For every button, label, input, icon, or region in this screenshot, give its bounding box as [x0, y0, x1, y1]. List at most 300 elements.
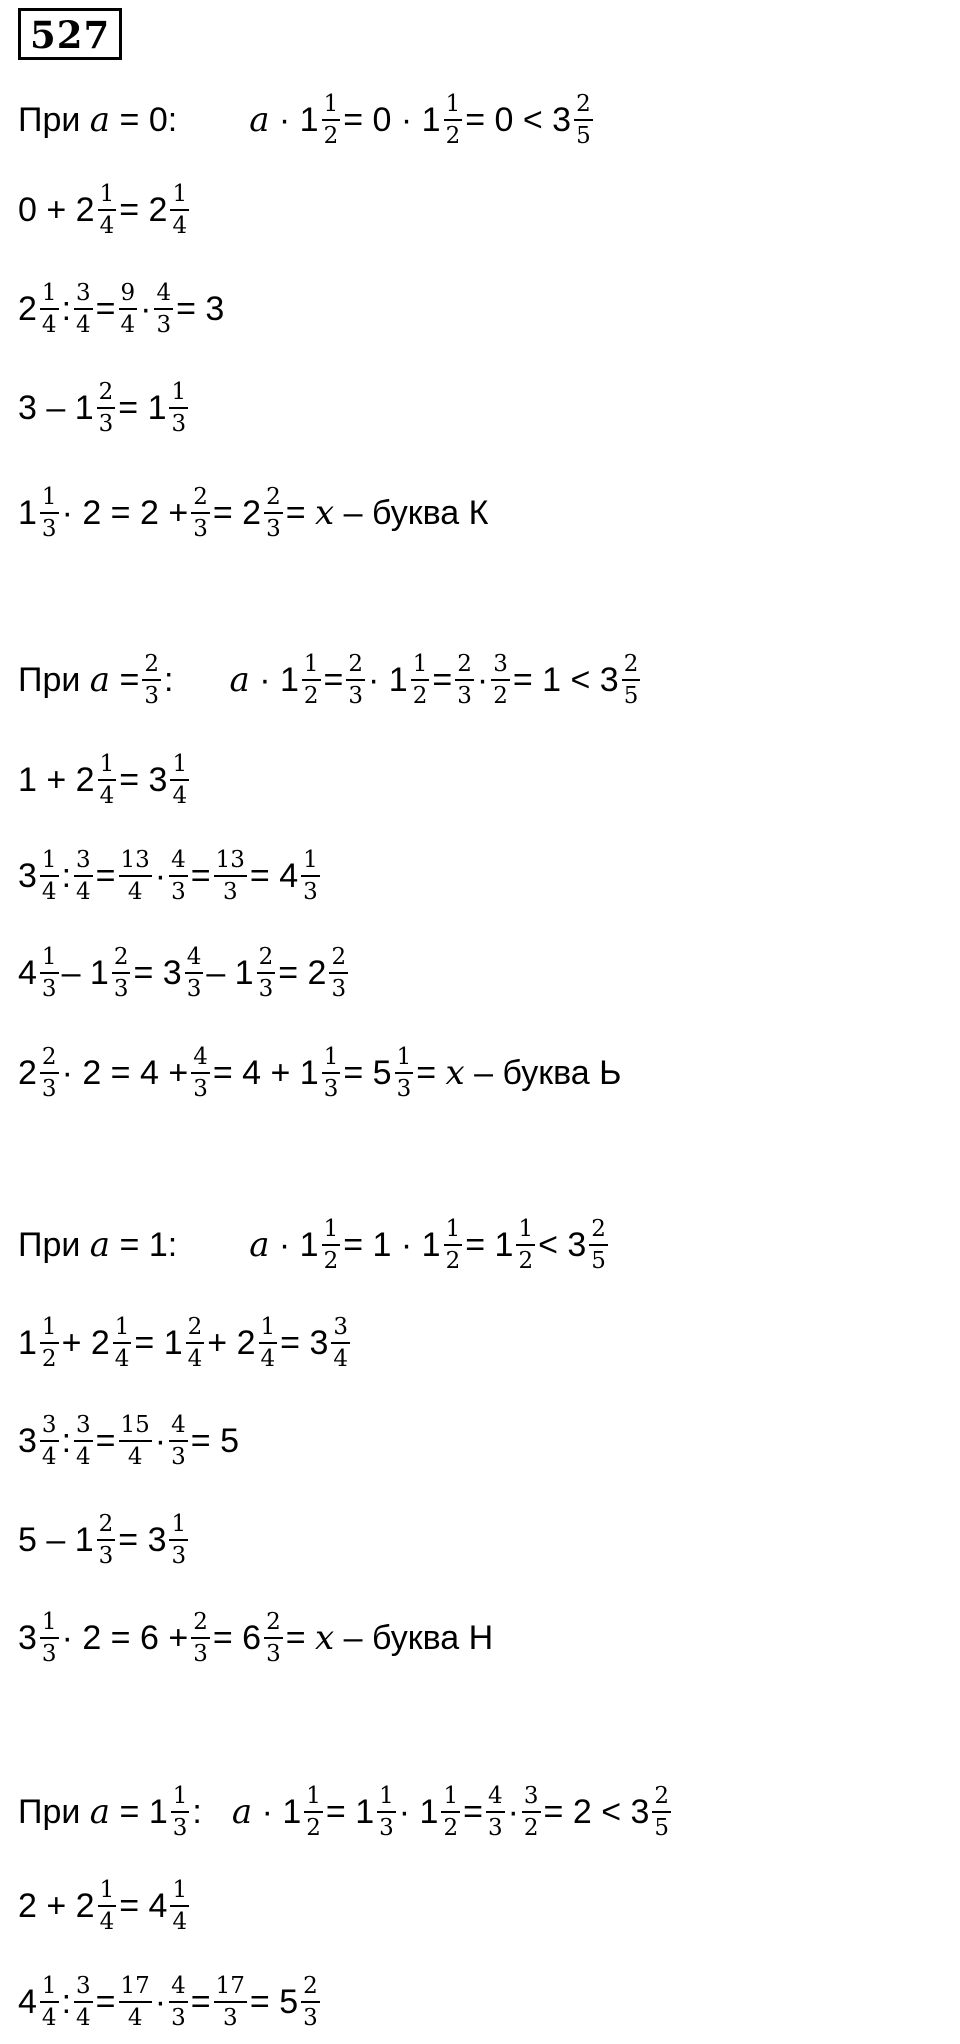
fraction-denominator: 3 [396, 1075, 412, 1102]
fraction-denominator: 3 [323, 1075, 339, 1102]
fraction [169, 846, 188, 905]
fraction [170, 750, 189, 809]
text-token: 0 + 2 [18, 190, 95, 229]
fraction-numerator: 1 [41, 943, 57, 970]
text-token: – буква К [334, 493, 489, 532]
fraction-numerator: 3 [41, 1411, 57, 1438]
fraction-numerator: 1 [379, 1782, 394, 1809]
fraction-numerator: 1 [41, 846, 57, 873]
equation-line [18, 1962, 323, 2042]
text-token: = [285, 493, 316, 532]
variable-symbol: a [249, 100, 270, 140]
text-token: – 1 [61, 953, 109, 992]
fraction-denominator: 3 [98, 1542, 114, 1569]
fraction-denominator: 3 [258, 975, 274, 1002]
text-token: · 2 = 2 + [61, 493, 189, 532]
variable-symbol: x [315, 493, 335, 533]
equation-line [18, 80, 596, 160]
text-token: = [463, 1792, 483, 1831]
equation-line [18, 1205, 611, 1285]
fraction-numerator: 1 [41, 1608, 57, 1635]
text-token: = 4 [119, 1886, 168, 1925]
fraction-denominator: 3 [222, 878, 238, 905]
fraction-denominator: 4 [260, 1345, 276, 1372]
text-token: = 3 [133, 953, 182, 992]
variable-symbol: a [249, 1225, 270, 1265]
fraction-denominator: 5 [591, 1247, 606, 1274]
text-token: · 1 [252, 1792, 302, 1831]
text-token: = [95, 1421, 116, 1460]
fraction [441, 1782, 460, 1841]
fraction [589, 1215, 608, 1274]
fraction-denominator: 2 [323, 122, 339, 149]
fraction-numerator: 1 [445, 1215, 461, 1242]
fraction-numerator: 2 [576, 90, 591, 117]
fraction-denominator: 4 [172, 782, 188, 809]
text-token: : [192, 1792, 202, 1831]
fraction-numerator: 3 [523, 1782, 539, 1809]
text-token: = 1 < 3 [512, 660, 619, 699]
fraction [170, 180, 189, 239]
text-token: : [61, 1982, 72, 2021]
fraction-numerator: 4 [171, 1972, 186, 1999]
fraction-numerator: 3 [493, 650, 508, 677]
text-token: : [164, 660, 174, 699]
fraction-numerator: 1 [171, 1510, 187, 1537]
text-token: – буква Ь [464, 1053, 622, 1092]
fraction-numerator: 1 [323, 90, 339, 117]
fraction-numerator: 1 [99, 1876, 115, 1903]
fraction-denominator: 4 [127, 878, 143, 905]
text-token: = 2 < 3 [543, 1792, 650, 1831]
fraction-numerator: 2 [654, 1782, 670, 1809]
fraction [264, 1608, 283, 1667]
fraction-numerator: 2 [193, 483, 208, 510]
fraction [214, 846, 247, 905]
text-token: · 1 [249, 660, 299, 699]
fraction [322, 1043, 341, 1102]
fraction-numerator: 4 [186, 943, 202, 970]
fraction-denominator: 4 [127, 1443, 143, 1470]
fraction [169, 378, 188, 437]
text-token: 3 [18, 1618, 37, 1657]
fraction-numerator: 4 [171, 846, 186, 873]
text-token: · 1 [398, 1792, 439, 1831]
fraction-denominator: 3 [457, 682, 472, 709]
fraction [322, 90, 341, 149]
fraction [444, 90, 463, 149]
fraction-numerator: 4 [156, 279, 172, 306]
fraction [377, 1782, 396, 1841]
fraction [40, 846, 59, 905]
fraction-numerator: 2 [623, 650, 639, 677]
text-token: = 1 [110, 1792, 168, 1831]
fraction [304, 1782, 323, 1841]
fraction [301, 846, 320, 905]
fraction-denominator: 4 [41, 311, 57, 338]
fraction-numerator: 1 [172, 1876, 188, 1903]
fraction [346, 650, 365, 709]
fraction-numerator: 2 [331, 943, 347, 970]
fraction [329, 943, 348, 1002]
text-token: = 3 [118, 1520, 167, 1559]
text-token: · 1 [269, 1225, 319, 1264]
equation-line [18, 1500, 191, 1580]
fraction [444, 1215, 463, 1274]
fraction [170, 1876, 189, 1935]
fraction-numerator: 2 [193, 1608, 208, 1635]
fraction-denominator: 3 [41, 515, 57, 542]
fraction-numerator: 1 [412, 650, 428, 677]
text-token: · [154, 856, 167, 895]
fraction-numerator: 1 [41, 1313, 57, 1340]
fraction [191, 1043, 210, 1102]
fraction-denominator: 4 [41, 878, 57, 905]
text-token: = 2 [212, 493, 262, 532]
variable-symbol: x [315, 1618, 335, 1658]
fraction [395, 1043, 414, 1102]
fraction-denominator: 5 [576, 122, 591, 149]
fraction-numerator: 1 [41, 1972, 57, 1999]
fraction-numerator: 2 [98, 1510, 114, 1537]
equation-line [18, 473, 488, 553]
fraction [301, 1972, 320, 2031]
fraction [74, 1411, 93, 1470]
fraction-numerator: 1 [445, 90, 461, 117]
fraction [119, 846, 152, 905]
fraction-denominator: 3 [303, 2004, 318, 2031]
fraction-denominator: 3 [379, 1814, 394, 1841]
fraction [40, 1972, 59, 2031]
text-token: = 0: [110, 100, 178, 139]
fraction-denominator: 3 [193, 515, 208, 542]
equation-line [18, 1598, 493, 1678]
fraction-denominator: 3 [41, 975, 57, 1002]
text-token: · [154, 1982, 167, 2021]
fraction-numerator: 1 [41, 483, 57, 510]
text-token: 3 [18, 1421, 37, 1460]
text-token: + 2 [207, 1323, 256, 1362]
fraction-numerator: 1 [171, 378, 187, 405]
problem-number-box: 527 [18, 8, 122, 60]
fraction [119, 1411, 152, 1470]
fraction [186, 1313, 205, 1372]
fraction-denominator: 3 [266, 1640, 281, 1667]
fraction-denominator: 3 [98, 410, 114, 437]
fraction [119, 1972, 152, 2031]
fraction [40, 1411, 59, 1470]
equation-line [18, 1303, 353, 1383]
fraction [97, 1510, 116, 1569]
equation-line [18, 740, 192, 820]
fraction-denominator: 2 [303, 682, 319, 709]
text-token: · [140, 289, 152, 328]
fraction-numerator: 3 [333, 1313, 348, 1340]
variable-symbol: a [231, 1792, 253, 1832]
fraction-numerator: 2 [457, 650, 472, 677]
equation-line [18, 640, 643, 720]
fraction [142, 650, 161, 709]
text-token: 5 – 1 [18, 1520, 94, 1559]
text-token: = [110, 660, 140, 699]
fraction-denominator: 3 [156, 311, 172, 338]
fraction-numerator: 1 [172, 1782, 188, 1809]
text-token: 2 [18, 1053, 37, 1092]
fraction-numerator: 4 [171, 1411, 186, 1438]
text-token: = 0 · 1 [343, 100, 441, 139]
variable-symbol: x [445, 1053, 465, 1093]
fraction [491, 650, 510, 709]
fraction [622, 650, 641, 709]
text-token: 3 – 1 [18, 388, 94, 427]
fraction-denominator: 4 [187, 1345, 203, 1372]
fraction-denominator: 3 [144, 682, 160, 709]
text-token: 3 [18, 856, 37, 895]
fraction-numerator: 1 [443, 1782, 459, 1809]
fraction-denominator: 3 [171, 1542, 187, 1569]
fraction [191, 1608, 210, 1667]
equation-line [18, 269, 224, 349]
fraction-denominator: 3 [487, 1814, 503, 1841]
text-token: = [190, 856, 211, 895]
variable-symbol: a [89, 100, 111, 140]
fraction-numerator: 1 [99, 750, 115, 777]
fraction [98, 1876, 117, 1935]
fraction-numerator: 3 [76, 1411, 91, 1438]
fraction-denominator: 3 [186, 975, 202, 1002]
text-token: = 0 < 3 [465, 100, 572, 139]
fraction-denominator: 2 [412, 682, 428, 709]
fraction [185, 943, 204, 1002]
equation-line [18, 1401, 239, 1481]
fraction-denominator: 4 [41, 2004, 57, 2031]
fraction-denominator: 4 [99, 782, 115, 809]
fraction-numerator: 2 [303, 1972, 318, 1999]
fraction [40, 1313, 59, 1372]
fraction [98, 750, 117, 809]
text-token: = 3 [176, 289, 225, 328]
text-token: = [285, 1618, 316, 1657]
text-token: < 3 [538, 1225, 587, 1264]
fraction [257, 943, 276, 1002]
variable-symbol: a [229, 660, 250, 700]
fraction-denominator: 4 [172, 212, 188, 239]
text-token: = [95, 289, 116, 328]
fraction [112, 943, 131, 1002]
text-token: = 4 [249, 856, 299, 895]
text-token: : [61, 856, 72, 895]
fraction [574, 90, 593, 149]
fraction-numerator: 17 [120, 1972, 150, 1999]
fraction [40, 483, 59, 542]
fraction-numerator: 2 [41, 1043, 57, 1070]
fraction-numerator: 2 [348, 650, 364, 677]
fraction-numerator: 13 [215, 846, 245, 873]
fraction [40, 279, 59, 338]
fraction-numerator: 1 [396, 1043, 412, 1070]
fraction-denominator: 3 [113, 975, 129, 1002]
fraction [74, 279, 93, 338]
fraction-numerator: 1 [114, 1313, 130, 1340]
fraction-denominator: 5 [623, 682, 639, 709]
fraction-numerator: 1 [306, 1782, 321, 1809]
fraction-denominator: 2 [443, 1814, 459, 1841]
fraction-denominator: 4 [99, 212, 115, 239]
equation-line [18, 368, 191, 448]
fraction [322, 1215, 341, 1274]
text-token: · 1 [368, 660, 408, 699]
text-token: При [18, 100, 90, 139]
text-token: : [61, 1421, 72, 1460]
fraction-numerator: 1 [323, 1215, 339, 1242]
fraction [259, 1313, 278, 1372]
fraction-denominator: 4 [76, 1443, 91, 1470]
equation-line [18, 1866, 192, 1946]
text-token: : [61, 289, 72, 328]
fraction [331, 1313, 350, 1372]
fraction-denominator: 3 [172, 1814, 188, 1841]
fraction [264, 483, 283, 542]
text-token: = [95, 856, 116, 895]
fraction [171, 1782, 190, 1841]
fraction-numerator: 1 [303, 650, 319, 677]
text-token: = 1 [134, 1323, 183, 1362]
text-token: = 3 [119, 760, 168, 799]
text-token: = 1 [118, 388, 167, 427]
fraction-numerator: 4 [193, 1043, 208, 1070]
fraction [191, 483, 210, 542]
text-token: · 2 = 6 + [61, 1618, 189, 1657]
text-token: 1 + 2 [18, 760, 95, 799]
fraction [119, 279, 138, 338]
fraction [98, 180, 117, 239]
text-token: = 1 · 1 [343, 1225, 441, 1264]
fraction-denominator: 4 [76, 2004, 91, 2031]
text-token: 1 [18, 1323, 37, 1362]
fraction-numerator: 2 [187, 1313, 203, 1340]
text-token: + 2 [61, 1323, 110, 1362]
fraction-denominator: 2 [493, 682, 508, 709]
variable-symbol: a [89, 1225, 111, 1265]
text-token: · [154, 1421, 167, 1460]
fraction [113, 1313, 132, 1372]
fraction [74, 846, 93, 905]
text-token: 2 [18, 289, 37, 328]
fraction-denominator: 4 [76, 878, 91, 905]
fraction [516, 1215, 535, 1274]
fraction-numerator: 2 [266, 483, 281, 510]
fraction-denominator: 4 [76, 311, 91, 338]
fraction [74, 1972, 93, 2031]
fraction-numerator: 3 [76, 1972, 91, 1999]
equation-line [18, 836, 323, 916]
text-token: = [416, 1053, 446, 1092]
text-token: При [18, 1792, 90, 1831]
fraction-denominator: 3 [193, 1640, 208, 1667]
fraction-denominator: 4 [120, 311, 136, 338]
fraction-denominator: 2 [523, 1814, 539, 1841]
fraction [214, 1972, 247, 2031]
fraction [302, 650, 321, 709]
text-token: = 1 [465, 1225, 514, 1264]
equation-line [18, 170, 192, 250]
fraction-numerator: 1 [172, 180, 188, 207]
fraction [486, 1782, 505, 1841]
fraction-denominator: 3 [266, 515, 281, 542]
text-token: = 1: [110, 1225, 178, 1264]
fraction-denominator: 3 [171, 878, 186, 905]
fraction-numerator: 1 [323, 1043, 339, 1070]
text-token: · [507, 1792, 519, 1831]
text-token: При [18, 660, 90, 699]
fraction-denominator: 4 [333, 1345, 348, 1372]
fraction [169, 1411, 188, 1470]
fraction-denominator: 4 [99, 1908, 115, 1935]
fraction-denominator: 4 [127, 2004, 143, 2031]
fraction-denominator: 4 [41, 1443, 57, 1470]
fraction-numerator: 2 [266, 1608, 281, 1635]
fraction-denominator: 3 [41, 1640, 57, 1667]
fraction [154, 279, 173, 338]
equation-line [18, 1033, 621, 1113]
fraction [97, 378, 116, 437]
fraction-numerator: 1 [172, 750, 188, 777]
text-token: = 5 [249, 1982, 299, 2021]
fraction-numerator: 2 [113, 943, 129, 970]
text-token: = 2 [278, 953, 327, 992]
text-token: = 4 + 1 [212, 1053, 319, 1092]
fraction-numerator: 2 [258, 943, 274, 970]
text-token: = 2 [119, 190, 168, 229]
fraction-numerator: 1 [260, 1313, 276, 1340]
variable-symbol: a [89, 660, 111, 700]
fraction-numerator: 3 [76, 846, 91, 873]
text-token: – буква Н [334, 1618, 494, 1657]
text-token: · 2 = 4 + [61, 1053, 189, 1092]
fraction-numerator: 1 [99, 180, 115, 207]
fraction-denominator: 2 [41, 1345, 57, 1372]
fraction [169, 1510, 188, 1569]
fraction [40, 1608, 59, 1667]
fraction [169, 1972, 188, 2031]
fraction-numerator: 1 [41, 279, 57, 306]
fraction-denominator: 4 [172, 1908, 188, 1935]
fraction-numerator: 13 [120, 846, 150, 873]
text-token: = 5 [190, 1421, 239, 1460]
variable-symbol: a [89, 1792, 111, 1832]
text-token: – 1 [206, 953, 254, 992]
text-token: = [190, 1982, 211, 2021]
fraction-numerator: 17 [215, 1972, 245, 1999]
equation-line [18, 1772, 674, 1852]
text-token: · 1 [269, 100, 319, 139]
text-token: = [95, 1982, 116, 2021]
fraction-denominator: 3 [171, 1443, 186, 1470]
fraction-denominator: 3 [41, 1075, 57, 1102]
fraction-numerator: 15 [120, 1411, 150, 1438]
fraction-numerator: 2 [98, 378, 114, 405]
fraction-numerator: 1 [303, 846, 318, 873]
fraction-denominator: 5 [654, 1814, 670, 1841]
fraction-numerator: 2 [144, 650, 160, 677]
text-token: = 6 [212, 1618, 262, 1657]
text-token: = [323, 660, 344, 699]
fraction-numerator: 4 [487, 1782, 503, 1809]
fraction-denominator: 3 [193, 1075, 208, 1102]
text-token: 1 [18, 493, 37, 532]
text-token: = 5 [343, 1053, 392, 1092]
text-token: = 3 [280, 1323, 329, 1362]
